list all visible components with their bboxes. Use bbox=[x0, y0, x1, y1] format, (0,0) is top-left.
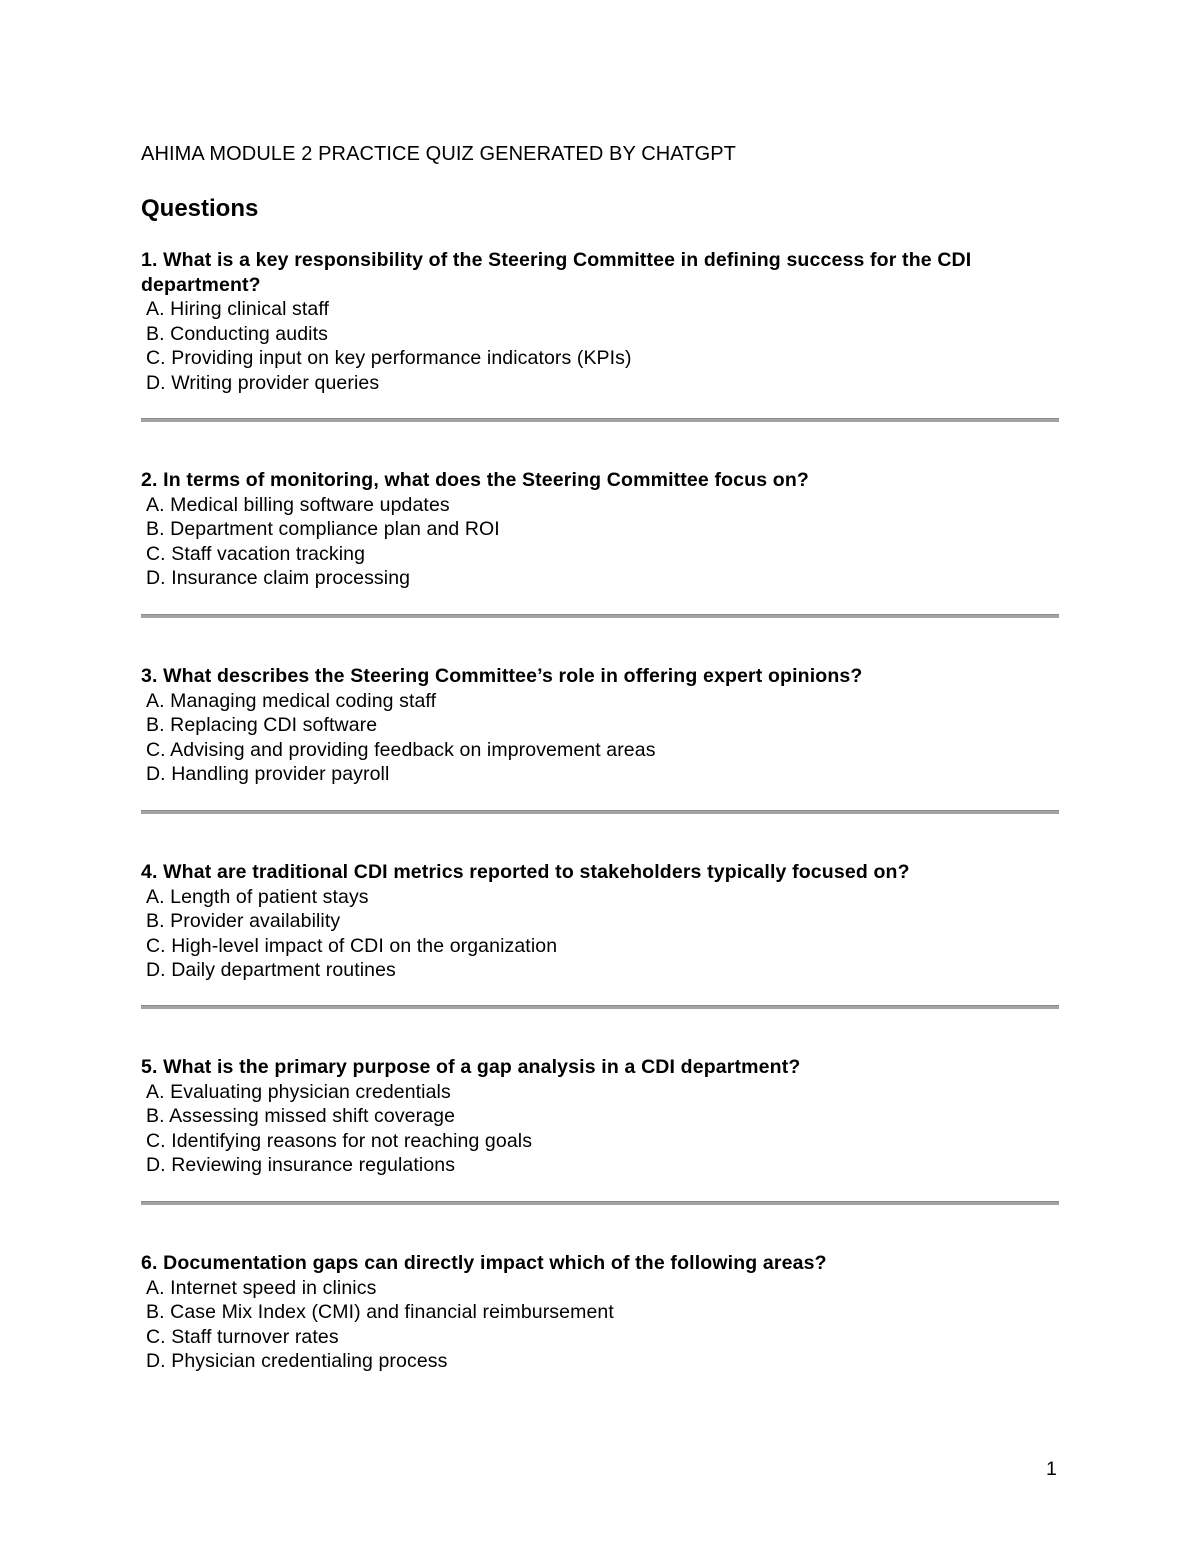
question-text: 2. In terms of monitoring, what does the Steering Committee focus on? bbox=[141, 469, 809, 491]
question-text: 6. Documentation gaps can directly impact which of the following areas? bbox=[141, 1252, 827, 1274]
answer-option-a: A. Internet speed in clinics bbox=[146, 1276, 377, 1299]
question-text-line: department? bbox=[141, 273, 261, 296]
answer-option-a: A. Medical billing software updates bbox=[146, 493, 450, 516]
answer-option-b: B. Conducting audits bbox=[146, 322, 328, 345]
answer-option-d: D. Physician credentialing process bbox=[146, 1350, 448, 1373]
answer-option-d: D. Daily department routines bbox=[146, 959, 396, 982]
answer-option-a: A. Length of patient stays bbox=[146, 885, 369, 908]
section-heading: Questions bbox=[141, 195, 259, 222]
horizontal-divider bbox=[141, 810, 1059, 814]
answer-option-a: A. Evaluating physician credentials bbox=[146, 1080, 451, 1103]
question-text bbox=[141, 248, 1061, 297]
horizontal-divider bbox=[141, 614, 1059, 618]
answer-option-b: B. Case Mix Index (CMI) and financial reimbursement bbox=[146, 1301, 614, 1324]
document-title: AHIMA MODULE 2 PRACTICE QUIZ GENERATED BY CHATGPT bbox=[141, 143, 736, 165]
question-6 bbox=[141, 1251, 1061, 1374]
question-text-line: 1. What is a key responsibility of the Steering Committee in defining success for the CDI bbox=[141, 249, 972, 271]
horizontal-divider bbox=[141, 1201, 1059, 1205]
answer-option-c: C. Identifying reasons for not reaching goals bbox=[146, 1129, 533, 1152]
question-3 bbox=[141, 664, 1061, 787]
answer-option-b: B. Assessing missed shift coverage bbox=[146, 1105, 456, 1128]
question-2 bbox=[141, 468, 1061, 591]
question-5 bbox=[141, 1055, 1061, 1178]
answer-option-d: D. Writing provider queries bbox=[146, 371, 380, 394]
question-text: 3. What describes the Steering Committee’s role in offering expert opinions? bbox=[141, 665, 863, 687]
answer-option-d: D. Handling provider payroll bbox=[146, 763, 390, 786]
horizontal-divider bbox=[141, 418, 1059, 422]
answer-option-a: A. Managing medical coding staff bbox=[146, 689, 437, 712]
answer-option-c: C. Providing input on key performance indicators (KPIs) bbox=[146, 347, 632, 370]
question-4 bbox=[141, 860, 1061, 983]
answer-option-d: D. Reviewing insurance regulations bbox=[146, 1154, 456, 1177]
answer-option-c: C. Staff turnover rates bbox=[146, 1325, 339, 1348]
answer-option-c: C. Staff vacation tracking bbox=[146, 542, 366, 565]
answer-option-a: A. Hiring clinical staff bbox=[146, 298, 330, 321]
answer-option-b: B. Replacing CDI software bbox=[146, 714, 378, 737]
answer-option-c: C. High-level impact of CDI on the organization bbox=[146, 934, 558, 957]
answer-option-c: C. Advising and providing feedback on improvement areas bbox=[146, 738, 656, 761]
horizontal-divider bbox=[141, 1005, 1059, 1009]
page-number: 1 bbox=[1046, 1458, 1057, 1480]
question-text: 5. What is the primary purpose of a gap analysis in a CDI department? bbox=[141, 1056, 801, 1078]
question-text: 4. What are traditional CDI metrics reported to stakeholders typically focused on? bbox=[141, 861, 910, 883]
answer-option-b: B. Department compliance plan and ROI bbox=[146, 518, 500, 541]
question-1 bbox=[141, 248, 1061, 396]
answer-option-d: D. Insurance claim processing bbox=[146, 567, 411, 590]
answer-option-b: B. Provider availability bbox=[146, 910, 341, 933]
